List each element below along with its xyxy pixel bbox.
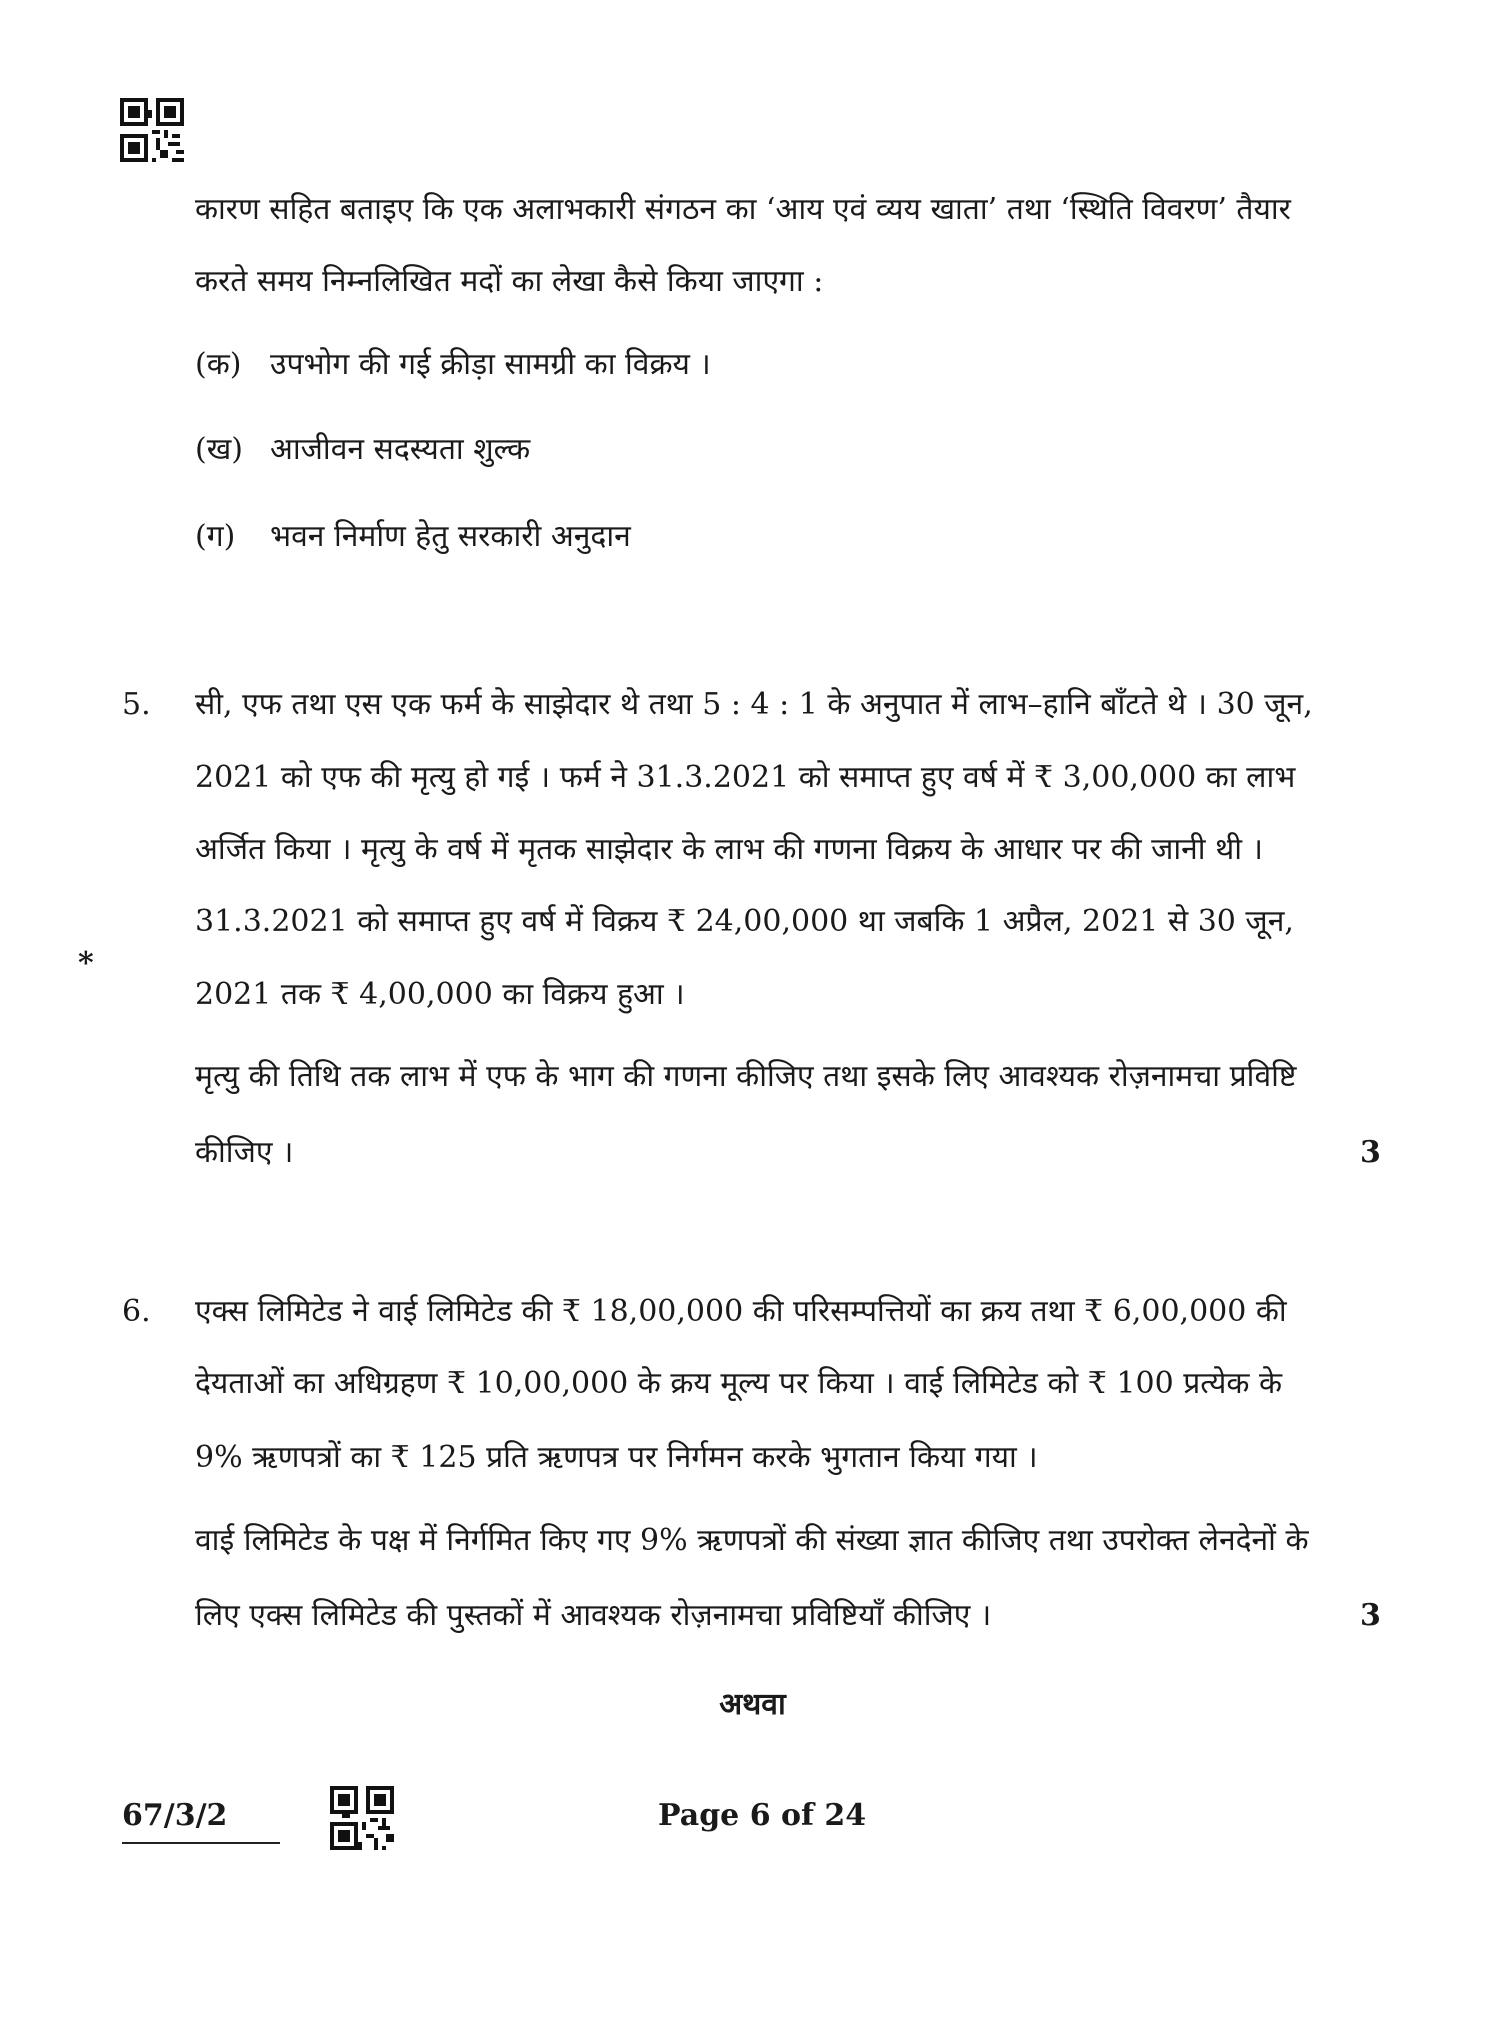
sub-item-marker: (क)	[195, 347, 242, 382]
sub-item-text: भवन निर्माण हेतु सरकारी अनुदान	[270, 519, 631, 554]
question-5-line: मृत्यु की तिथि तक लाभ में एफ के भाग की गणना कीजिए तथा इसके लिए आवश्यक रोज़नामचा प्रविष्टि	[195, 1059, 1297, 1094]
question-6-line: 9% ऋणपत्रों का ₹ 125 प्रति ऋणपत्र पर निर्गमन करके भुगतान किया गया ।	[195, 1440, 1038, 1475]
question-5-marks: 3	[1360, 1135, 1381, 1170]
question-5-line: 2021 को एफ की मृत्यु हो गई । फर्म ने 31.3.2021 को समाप्त हुए वर्ष में ₹ 3,00,000 का लाभ	[195, 760, 1296, 795]
paper-code-underline	[122, 1842, 280, 1844]
question-6-line: लिए एक्स लिमिटेड की पुस्तकों में आवश्यक रोज़नामचा प्रविष्टियाँ कीजिए ।	[195, 1598, 992, 1633]
star-mark: *	[78, 946, 94, 981]
or-separator: अथवा	[719, 1687, 786, 1722]
question-5-line: 31.3.2021 को समाप्त हुए वर्ष में विक्रय ₹ 24,00,000 था जबकि 1 अप्रैल, 2021 से 30 जून,	[195, 904, 1294, 939]
page-number: Page 6 of 24	[658, 1798, 867, 1833]
question-number: 6.	[122, 1294, 151, 1329]
sub-item-text: उपभोग की गई क्रीड़ा सामग्री का विक्रय ।	[270, 347, 711, 382]
question-6-line: एक्स लिमिटेड ने वाई लिमिटेड की ₹ 18,00,000 की परिसम्पत्तियों का क्रय तथा ₹ 6,00,000 की	[195, 1294, 1287, 1329]
question-6-line: वाई लिमिटेड के पक्ष में निर्गमित किए गए 9% ऋणपत्रों की संख्या ज्ञात कीजिए तथा उपरोक्त लेनदेनों के	[195, 1523, 1309, 1558]
question-5-line: सी, एफ तथा एस एक फर्म के साझेदार थे तथा 5 : 4 : 1 के अनुपात में लाभ–हानि बाँटते थे । 30 जून,	[195, 687, 1313, 722]
question-5-line: 2021 तक ₹ 4,00,000 का विक्रय हुआ ।	[195, 977, 685, 1012]
question-number: 5.	[122, 687, 151, 722]
question-6-marks: 3	[1360, 1598, 1381, 1633]
question-5-line: कीजिए ।	[195, 1135, 294, 1170]
paper-code: 67/3/2	[122, 1798, 228, 1833]
qr-code-icon	[330, 1786, 394, 1850]
qr-code-icon	[120, 98, 184, 162]
intro-line-1: कारण सहित बताइए कि एक अलाभकारी संगठन का ‘आय एवं व्यय खाता’ तथा ‘स्थिति विवरण’ तैयार	[195, 192, 1291, 227]
intro-line-2: करते समय निम्नलिखित मदों का लेखा कैसे किया जाएगा :	[195, 264, 824, 299]
sub-item-marker: (ख)	[195, 432, 243, 467]
sub-item-text: आजीवन सदस्यता शुल्क	[270, 432, 531, 467]
question-5-line: अर्जित किया । मृत्यु के वर्ष में मृतक साझेदार के लाभ की गणना विक्रय के आधार पर की जानी थी ।	[195, 832, 1263, 867]
sub-item-marker: (ग)	[195, 519, 236, 554]
question-6-line: देयताओं का अधिग्रहण ₹ 10,00,000 के क्रय मूल्य पर किया । वाई लिमिटेड को ₹ 100 प्रत्येक के	[195, 1366, 1282, 1401]
